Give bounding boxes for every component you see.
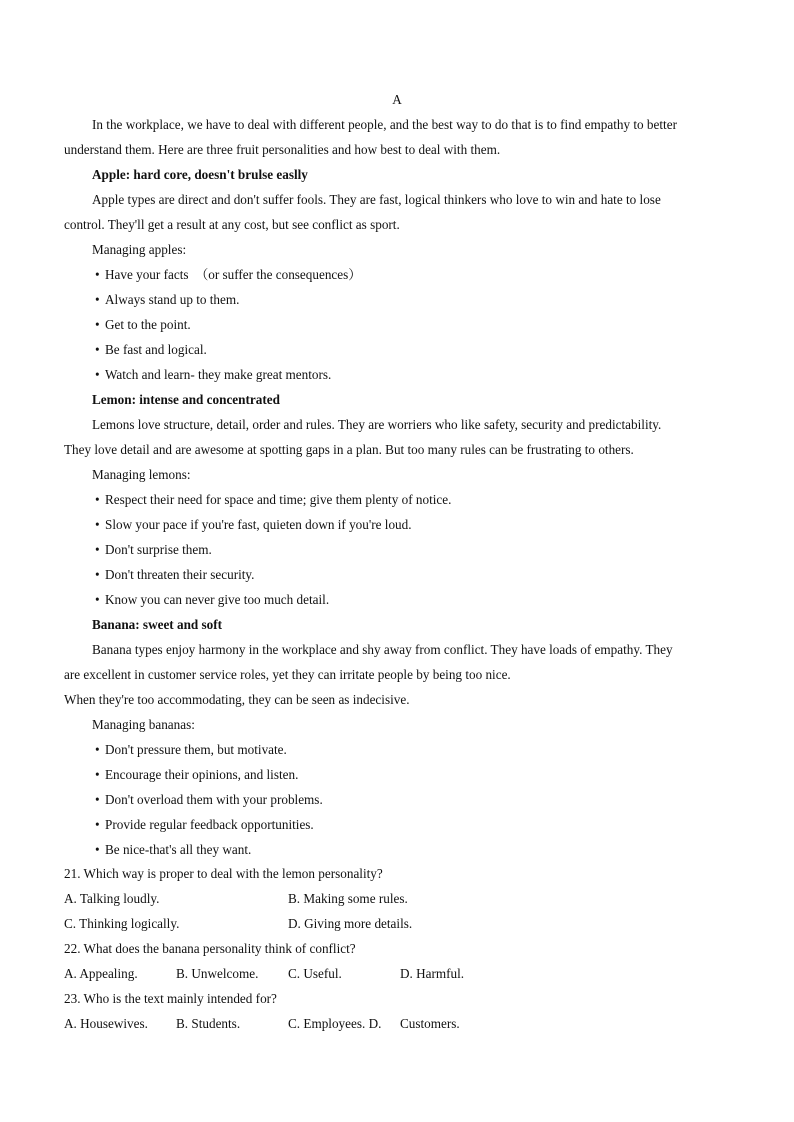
list-item-text: Slow your pace if you're fast, quieten down if you're loud.	[105, 517, 412, 532]
lemon-heading: Lemon: intense and concentrated	[92, 392, 280, 407]
lemon-managing-label: Managing lemons:	[92, 467, 191, 482]
bullet-icon: •	[95, 767, 100, 782]
intro-line-2: understand them. Here are three fruit personalities and how best to deal with them.	[64, 142, 501, 157]
list-item-text: Don't overload them with your problems.	[105, 792, 323, 807]
bullet-icon: •	[95, 317, 100, 332]
banana-desc-line-1: Banana types enjoy harmony in the workplace and shy away from conflict. They have loads of empathy. They	[92, 642, 673, 657]
lemon-desc-line-2: They love detail and are awesome at spotting gaps in a plan. But too many rules can be frustrating to others.	[64, 442, 634, 457]
list-item	[95, 842, 251, 858]
passage-title: A	[392, 92, 402, 107]
list-item	[95, 542, 212, 558]
banana-managing-label: Managing bananas:	[92, 717, 195, 732]
question-21-option-a: A. Talking loudly.	[64, 891, 160, 906]
intro-line-1: In the workplace, we have to deal with different people, and the best way to do that is to find empathy to better	[92, 117, 677, 132]
question-23-stem: 23. Who is the text mainly intended for?	[64, 991, 277, 1006]
list-item-text: Be nice-that's all they want.	[105, 842, 252, 857]
list-item	[95, 567, 254, 583]
question-22-stem: 22. What does the banana personality think of conflict?	[64, 941, 356, 956]
question-23-option-c: C. Employees. D.	[288, 1016, 382, 1031]
list-item-text: Watch and learn- they make great mentors.	[105, 367, 332, 382]
bullet-icon: •	[95, 492, 100, 507]
bullet-icon: •	[95, 592, 100, 607]
apple-heading: Apple: hard core, doesn't brulse easlly	[92, 167, 308, 182]
list-item-text: Respect their need for space and time; give them plenty of notice.	[105, 492, 452, 507]
bullet-icon: •	[95, 742, 100, 757]
banana-heading: Banana: sweet and soft	[92, 617, 223, 632]
list-item-text: Know you can never give too much detail.	[105, 592, 330, 607]
list-item	[95, 817, 314, 833]
lemon-desc-line-1: Lemons love structure, detail, order and rules. They are worriers who like safety, security and predictability.	[92, 417, 662, 432]
banana-desc-line-2: are excellent in customer service roles, yet they can irritate people by being too nice.	[64, 667, 511, 682]
question-21-option-d: D. Giving more details.	[288, 916, 413, 931]
list-item	[95, 592, 329, 608]
bullet-icon: •	[95, 367, 100, 382]
apple-desc-line-2: control. They'll get a result at any cost, but see conflict as sport.	[64, 217, 400, 232]
list-item-text: Provide regular feedback opportunities.	[105, 817, 314, 832]
list-item-text: Be fast and logical.	[105, 342, 207, 357]
apple-desc-line-1: Apple types are direct and don't suffer fools. They are fast, logical thinkers who love to win and hate to lose	[92, 192, 661, 207]
list-item-text: Don't pressure them, but motivate.	[105, 742, 287, 757]
apple-managing-label: Managing apples:	[92, 242, 187, 257]
bullet-icon: •	[95, 342, 100, 357]
question-21-option-b: B. Making some rules.	[288, 891, 408, 906]
bullet-icon: •	[95, 542, 100, 557]
list-item	[95, 367, 331, 383]
bullet-icon: •	[95, 817, 100, 832]
question-22-option-b: B. Unwelcome.	[176, 966, 259, 981]
list-item	[95, 267, 361, 283]
bullet-icon: •	[95, 567, 100, 582]
list-item-text: Don't surprise them.	[105, 542, 212, 557]
list-item	[95, 517, 412, 533]
list-item	[95, 767, 298, 783]
list-item	[95, 742, 287, 758]
question-22-option-d: D. Harmful.	[400, 966, 465, 981]
list-item	[95, 492, 451, 508]
question-22-option-a: A. Appealing.	[64, 966, 138, 981]
list-item	[95, 317, 191, 333]
question-21-stem: 21. Which way is proper to deal with the lemon personality?	[64, 866, 383, 881]
question-23-option-d: Customers.	[400, 1016, 460, 1031]
list-item-text: Encourage their opinions, and listen.	[105, 767, 299, 782]
question-22-option-c: C. Useful.	[288, 966, 342, 981]
question-23-option-b: B. Students.	[176, 1016, 241, 1031]
bullet-icon: •	[95, 842, 100, 857]
bullet-icon: •	[95, 517, 100, 532]
list-item	[95, 792, 323, 808]
list-item-text: Always stand up to them.	[105, 292, 240, 307]
list-item	[95, 292, 239, 308]
question-23-option-a: A. Housewives.	[64, 1016, 148, 1031]
list-item	[95, 342, 207, 358]
bullet-icon: •	[95, 267, 100, 282]
banana-desc-line-3: When they're too accommodating, they can be seen as indecisive.	[64, 692, 410, 707]
list-item-text: Get to the point.	[105, 317, 191, 332]
question-21-option-c: C. Thinking logically.	[64, 916, 180, 931]
list-item-text: Don't threaten their security.	[105, 567, 255, 582]
list-item-text: Have your facts （or suffer the consequences）	[105, 267, 362, 282]
bullet-icon: •	[95, 792, 100, 807]
bullet-icon: •	[95, 292, 100, 307]
